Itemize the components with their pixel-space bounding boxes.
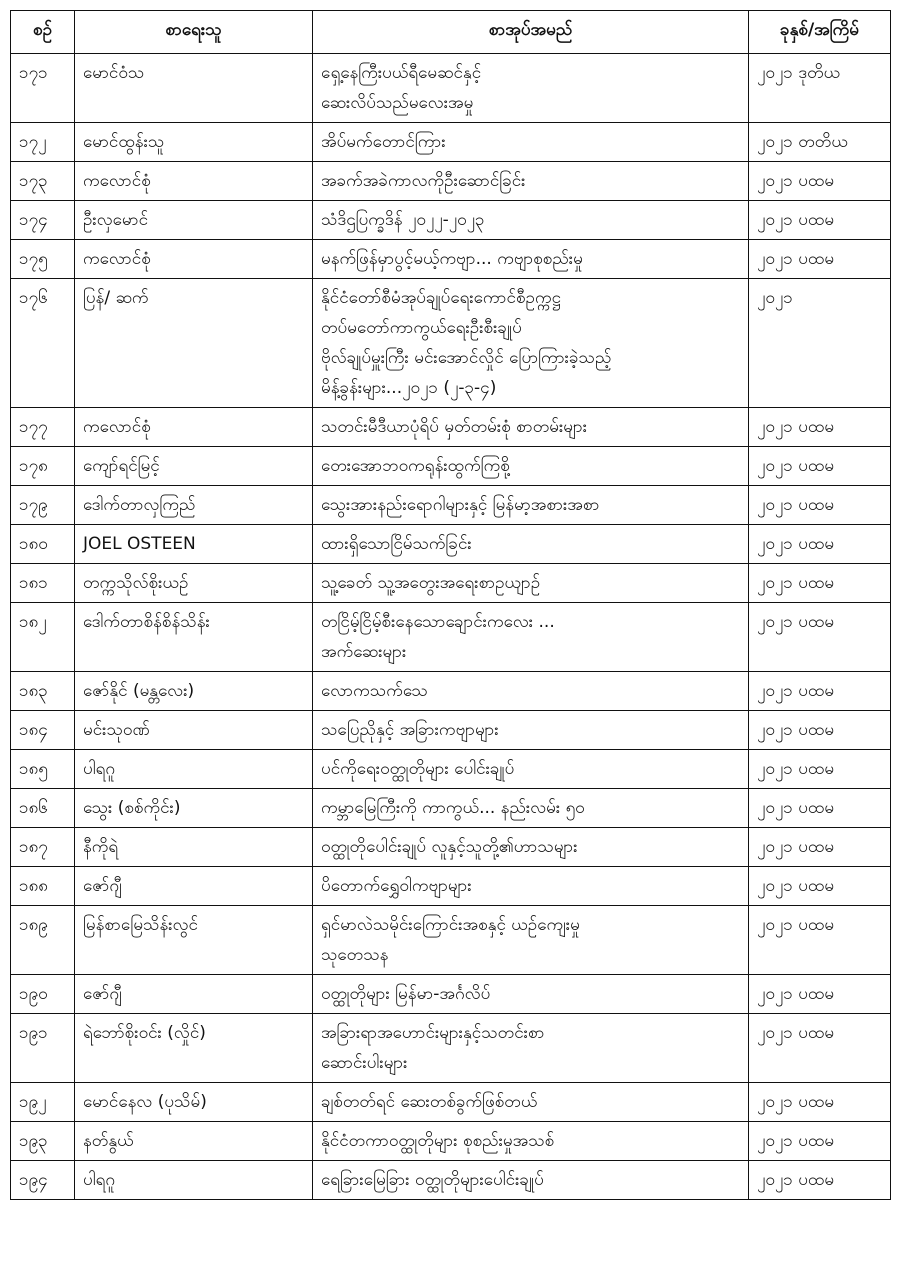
table-row [11,486,891,525]
row-edition: ၂၀၂၁ ပထမ [749,750,891,789]
row-title-line: ကမ္ဘာမြေကြီးကို ကာကွယ်... နည်းလမ်း ၅၀ [321,798,585,818]
row-author: နီကိုရဲ [75,828,313,867]
table-row [11,1122,891,1161]
row-title [313,975,749,1014]
row-number: ၁၈၂ [11,603,75,672]
row-title-line: ရေခြားမြေခြား ဝတ္ထုတိုများပေါင်းချုပ် [321,1170,544,1190]
row-number: ၁၈၁ [11,564,75,603]
row-title-line: ရှေ့နေကြီးပယ်ရီမေဆင်နှင့် [321,63,482,83]
row-number: ၁၇၁ [11,54,75,123]
row-author: မောင်ထွန်းသူ [75,123,313,162]
table-row [11,975,891,1014]
row-number: ၁၉၂ [11,1083,75,1122]
row-title [313,240,749,279]
table-row [11,1014,891,1083]
table-row [11,408,891,447]
row-title [313,54,749,123]
row-title [313,201,749,240]
row-number: ၁၈၈ [11,867,75,906]
row-title-line: ဗိုလ်ချုပ်မှူးကြီး မင်းအောင်လှိုင် ပြောကြားခဲ့သည့် [321,348,612,368]
row-number: ၁၉၁ [11,1014,75,1083]
table-row [11,447,891,486]
row-edition: ၂၀၂၁ ပထမ [749,486,891,525]
table-row [11,828,891,867]
row-author: ကျော်ရင်မြင့် [75,447,313,486]
header-number: စဉ် [11,11,75,54]
row-edition: ၂၀၂၁ ပထမ [749,867,891,906]
row-title-line: တပ်မတော်ကာကွယ်ရေးဦးစီးချုပ် [321,318,522,338]
table-row [11,162,891,201]
row-number: ၁၇၈ [11,447,75,486]
row-number: ၁၇၅ [11,240,75,279]
row-edition: ၂၀၂၁ ပထမ [749,525,891,564]
row-edition: ၂၀၂၁ ပထမ [749,828,891,867]
row-author: ကလောင်စုံ [75,162,313,201]
row-title-line: ဆောင်းပါးများ [321,1053,408,1073]
row-edition: ၂၀၂၁ ပထမ [749,672,891,711]
row-title-line: မနက်ဖြန်မှာပွင့်မယ့်ကဗျာ... ကဗျာစုစည်းမှု [321,249,583,269]
row-edition: ၂၀၂၁ ပထမ [749,447,891,486]
row-title [313,564,749,603]
row-author: မြန်စာမြေသိန်းလွင် [75,906,313,975]
row-author: မင်းသုဝဏ် [75,711,313,750]
row-title-line: သူ့ခေတ် သူ့အတွေးအရေးစာဥယျာဉ် [321,573,541,593]
row-edition: ၂၀၂၁ ပထမ [749,603,891,672]
row-author: ရဲဘော်စိုးဝင်း (လှိုင်) [75,1014,313,1083]
row-title [313,1014,749,1083]
row-edition: ၂၀၂၁ [749,279,891,408]
row-number: ၁၈၇ [11,828,75,867]
row-title-line: ပင်ကိုရေးဝတ္ထုတိုများ ပေါင်းချုပ် [321,759,515,779]
row-title-line: သံဒိဌပြက္ခဒိန် ၂၀၂၂-၂၀၂၃ [321,210,485,230]
row-title-line: သွေးအားနည်းရောဂါများနှင့် မြန်မာ့အစားအစာ [321,495,600,515]
row-edition: ၂၀၂၁ ပထမ [749,1122,891,1161]
row-title [313,711,749,750]
row-title-line: ဝတ္ထုတိုများ မြန်မာ-အင်္ဂလိပ် [321,984,491,1004]
table-row [11,789,891,828]
row-title-line: လောကသက်သေ [321,681,428,701]
row-title [313,162,749,201]
table-row [11,201,891,240]
table-row [11,867,891,906]
row-number: ၁၈၃ [11,672,75,711]
row-edition: ၂၀၂၁ ပထမ [749,201,891,240]
row-title-line: ဆေးလိပ်သည်မလေးအမှု [321,93,474,113]
row-title [313,1083,749,1122]
row-edition: ၂၀၂၁ ပထမ [749,789,891,828]
table-row [11,54,891,123]
row-author: ဦးလှမောင် [75,201,313,240]
row-edition: ၂၀၂၁ ပထမ [749,975,891,1014]
row-edition: ၂၀၂၁ တတိယ [749,123,891,162]
row-author: သွေး (စစ်ကိုင်း) [75,789,313,828]
book-list-table [10,10,891,1200]
row-title [313,828,749,867]
row-number: ၁၇၉ [11,486,75,525]
row-title [313,672,749,711]
row-title [313,486,749,525]
row-number: ၁၇၄ [11,201,75,240]
row-number: ၁၈၀ [11,525,75,564]
row-number: ၁၇၃ [11,162,75,201]
row-number: ၁၈၄ [11,711,75,750]
table-row [11,279,891,408]
row-title-line: သပြေညိုနှင့် အခြားကဗျာများ [321,720,499,740]
row-number: ၁၈၅ [11,750,75,789]
table-row [11,603,891,672]
row-title [313,1161,749,1200]
row-edition: ၂၀၂၁ ပထမ [749,1083,891,1122]
row-author: ဒေါက်တာစိန်စိန်သိန်း [75,603,313,672]
table-row [11,1083,891,1122]
row-title-line: အိပ်မက်တောင်ကြား [321,132,446,152]
row-author: မောင်နေလ (ပုသိမ်) [75,1083,313,1122]
row-title-line: နိုင်ငံတော်စီမံအုပ်ချုပ်ရေးကောင်စီဥက္ကဋ္ဌ [321,288,561,308]
row-number: ၁၇၆ [11,279,75,408]
row-title-line: ဝတ္ထုတိုပေါင်းချုပ် လူနှင့်သူတို့၏ဟာသများ [321,837,578,857]
row-number: ၁၇၂ [11,123,75,162]
row-edition: ၂၀၂၁ ဒုတိယ [749,54,891,123]
row-title-line: သုတေသန [321,945,389,965]
row-title-line: နိုင်ငံတကာဝတ္ထုတိုများ စုစည်းမှုအသစ် [321,1131,555,1151]
row-title [313,867,749,906]
row-title [313,447,749,486]
row-number: ၁၇၇ [11,408,75,447]
row-author: ကလောင်စုံ [75,240,313,279]
row-title-line: တငြိမ့်ငြိမ့်စီးနေသောချောင်းကလေး ... [321,612,555,632]
row-author: ဒေါက်တာလှကြည် [75,486,313,525]
header-row [11,11,891,54]
row-title [313,525,749,564]
row-edition: ၂၀၂၁ ပထမ [749,408,891,447]
table-row [11,711,891,750]
header-edition: ခုနှစ်/အကြိမ် [749,11,891,54]
row-title-line: အက်ဆေးများ [321,642,407,662]
row-edition: ၂၀၂၁ ပထမ [749,1014,891,1083]
row-title [313,789,749,828]
row-title [313,603,749,672]
row-number: ၁၈၉ [11,906,75,975]
row-title [313,906,749,975]
row-author: ပြန်/ ဆက် [75,279,313,408]
table-row [11,240,891,279]
row-title [313,279,749,408]
row-title [313,750,749,789]
row-title [313,1122,749,1161]
row-title [313,408,749,447]
table-row [11,906,891,975]
row-edition: ၂၀၂၁ ပထမ [749,906,891,975]
row-author: JOEL OSTEEN [75,525,313,564]
row-title-line: ရှင်မာလဲသမိုင်းကြောင်းအစနှင့် ယဉ်ကျေးမှု [321,915,580,935]
table-row [11,525,891,564]
row-author: မောင်ဝံသ [75,54,313,123]
row-number: ၁၈၆ [11,789,75,828]
header-title: စာအုပ်အမည် [313,11,749,54]
row-edition: ၂၀၂၁ ပထမ [749,564,891,603]
row-author: တက္ကသိုလ်စိုးယဉ် [75,564,313,603]
row-title-line: သတင်းမီဒီယာပုံရိပ် မှတ်တမ်းစုံ စာတမ်းများ [321,417,588,437]
table-row [11,123,891,162]
row-edition: ၂၀၂၁ ပထမ [749,711,891,750]
row-author: ဇော်ဂျီ [75,975,313,1014]
row-author: ပါရဂူ [75,1161,313,1200]
row-number: ၁၉၀ [11,975,75,1014]
table-row [11,672,891,711]
row-number: ၁၉၃ [11,1122,75,1161]
header-author: စာရေးသူ [75,11,313,54]
row-number: ၁၉၄ [11,1161,75,1200]
row-title-line: ပိတောက်ရွှေဝါကဗျာများ [321,876,472,896]
row-title-line: ထားရှိသောငြိမ်သက်ခြင်း [321,534,472,554]
row-title [313,123,749,162]
row-edition: ၂၀၂၁ ပထမ [749,162,891,201]
row-author: နတ်နွယ် [75,1122,313,1161]
row-title-line: အခက်အခဲကာလကိုဦးဆောင်ခြင်း [321,171,526,191]
table-row [11,564,891,603]
row-title-line: အခြားရာအဟောင်းများနှင့်သတင်းစာ [321,1023,545,1043]
table-row [11,1161,891,1200]
row-title-line: တေးအောဘဝကရုန်းထွက်ကြစို့ [321,456,510,476]
row-author: ပါရဂူ [75,750,313,789]
row-title-line: မိန့်ခွန်းများ...၂၀၂၁ (၂-၃-၄) [321,378,497,398]
row-edition: ၂၀၂၁ ပထမ [749,240,891,279]
row-title-line: ချစ်တတ်ရင် ဆေးတစ်ခွက်ဖြစ်တယ် [321,1092,538,1112]
row-author: ကလောင်စုံ [75,408,313,447]
row-author: ဇော်ဂျီ [75,867,313,906]
row-author: ဇော်နိုင် (မန္တလေး) [75,672,313,711]
row-edition: ၂၀၂၁ ပထမ [749,1161,891,1200]
table-row [11,750,891,789]
